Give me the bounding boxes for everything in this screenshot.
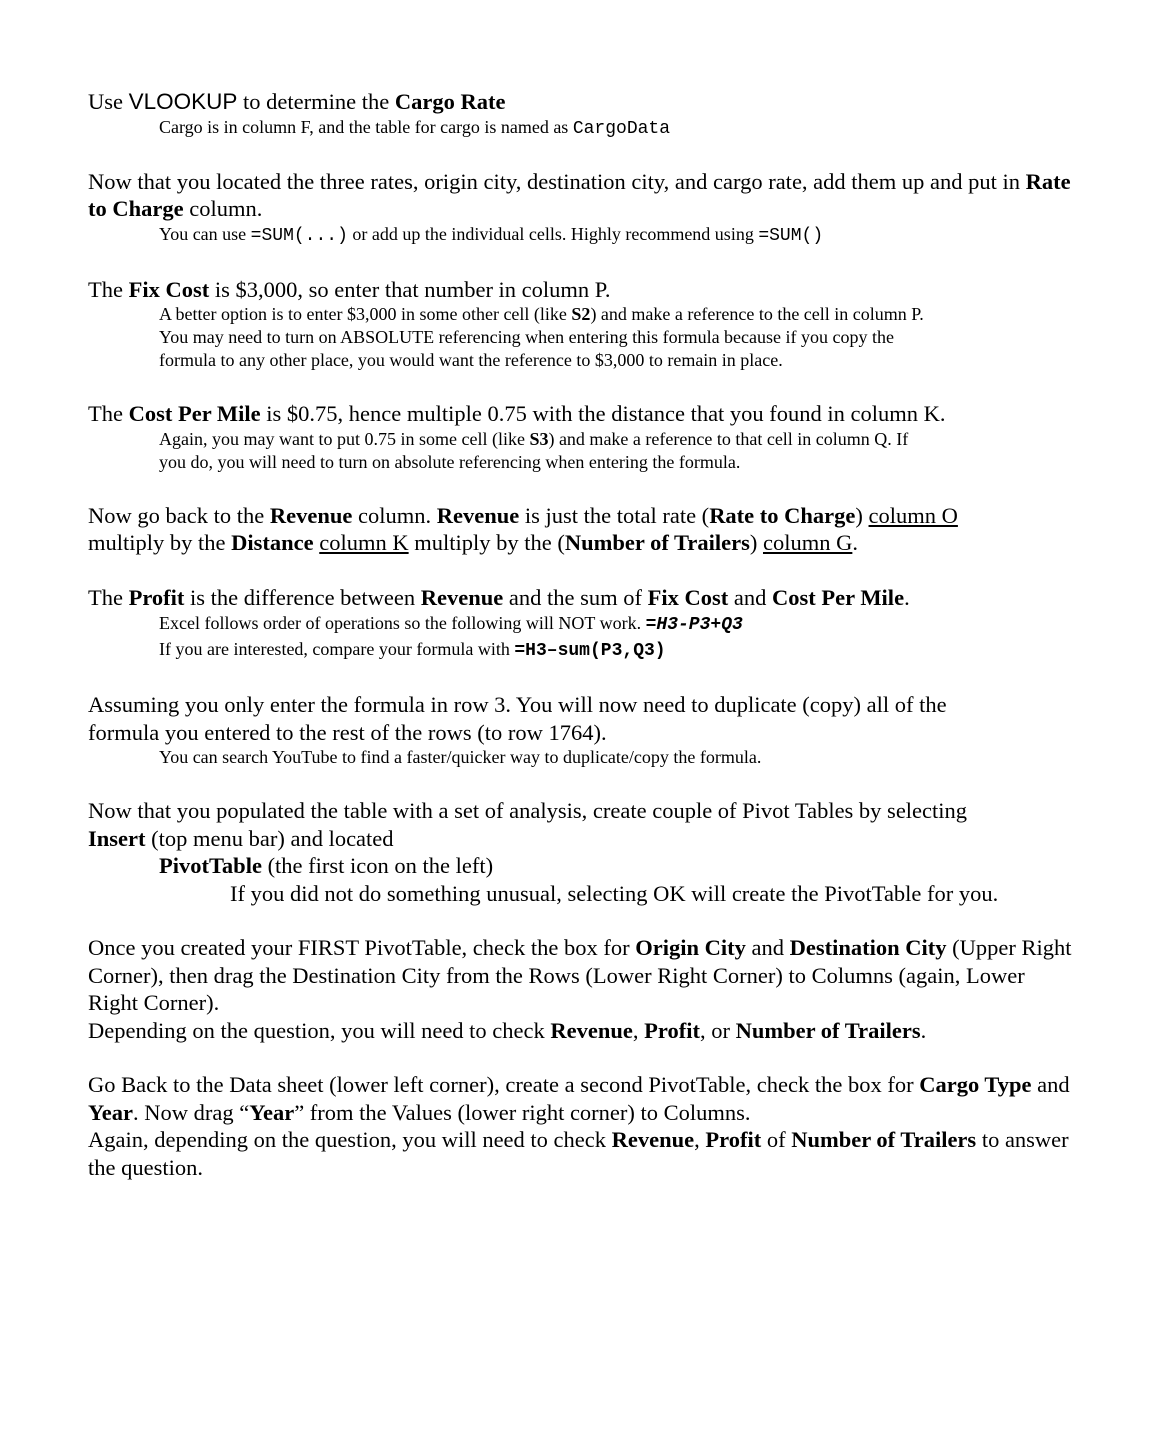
text: (top menu bar) and located bbox=[145, 825, 394, 851]
text: Use bbox=[88, 89, 129, 114]
formula: =SUM(...) bbox=[250, 225, 348, 246]
vlookup-instruction bbox=[88, 88, 1078, 116]
term-pivottable: PivotTable bbox=[159, 853, 262, 878]
cell-ref: S3 bbox=[529, 428, 549, 449]
term-cost-per-mile: Cost Per Mile bbox=[772, 584, 905, 610]
sum-note bbox=[88, 223, 1078, 248]
text: Once you created your FIRST PivotTable, check the box for bbox=[88, 935, 636, 960]
duplicate-note: You can search YouTube to find a faster/quicker way to duplicate/copy the formula. bbox=[159, 747, 762, 767]
duplicate-instruction bbox=[88, 691, 1078, 746]
text: Assuming you only enter the formula in row 3. You will now need to duplicate (copy) all of the bbox=[88, 692, 947, 717]
text: Now that you populated the table with a set of analysis, create couple of Pivot Tables by selecting bbox=[88, 798, 968, 823]
term-rate-to-charge: Rate to Charge bbox=[88, 168, 1071, 221]
document-page bbox=[88, 88, 1078, 1181]
text: is $0.75, hence multiple 0.75 with the distance that you found in column K. bbox=[260, 401, 946, 426]
text: , bbox=[694, 1127, 706, 1152]
term-revenue: Revenue bbox=[550, 1017, 633, 1043]
text: Go Back to the Data sheet (lower left corner), create a second PivotTable, check the box for bbox=[88, 1072, 920, 1097]
profit-instruction bbox=[88, 584, 1078, 612]
pivot-instruction bbox=[88, 797, 1078, 852]
term-number-of-trailers: Number of Trailers bbox=[791, 1127, 977, 1152]
vlookup-note bbox=[88, 116, 1078, 141]
term-number-of-trailers: Number of Trailers bbox=[735, 1017, 921, 1043]
text: and bbox=[728, 584, 773, 610]
text: Cargo is in column F, and the table for cargo is named as bbox=[159, 116, 573, 137]
text: and bbox=[1031, 1072, 1070, 1097]
revenue-instruction bbox=[88, 502, 1078, 557]
term-revenue: Revenue bbox=[436, 502, 520, 528]
column-ref: column O bbox=[868, 502, 958, 528]
text: Now that you located the three rates, origin city, destination city, and cargo rate, add them up and put in bbox=[88, 168, 1026, 194]
term-insert: Insert bbox=[88, 825, 146, 851]
text: Depending on the question, you will need to check bbox=[88, 1017, 551, 1043]
text: to answer the question. bbox=[88, 1127, 1069, 1180]
text: The bbox=[88, 584, 129, 610]
term-year: Year bbox=[249, 1099, 295, 1125]
text: . bbox=[852, 530, 858, 555]
text: (the first icon on the left) bbox=[261, 853, 494, 878]
text: Again, you may want to put 0.75 in some cell (like bbox=[159, 428, 530, 449]
text: Now go back to the bbox=[88, 502, 270, 528]
text: You may need to turn on ABSOLUTE referencing when entering this formula because if you copy the bbox=[159, 327, 894, 347]
term-fix-cost: Fix Cost bbox=[128, 276, 210, 302]
text: column. bbox=[352, 502, 437, 528]
term-origin-city: Origin City bbox=[635, 935, 746, 960]
cost-per-mile-instruction bbox=[88, 400, 1078, 428]
text: If you are interested, compare your formula with bbox=[159, 639, 515, 659]
text: formula you entered to the rest of the rows (to row 1764). bbox=[88, 719, 607, 745]
text: ” from the Values (lower right corner) to Columns. bbox=[294, 1099, 751, 1125]
term-revenue: Revenue bbox=[420, 584, 504, 610]
text: or add up the individual cells. Highly recommend using bbox=[347, 223, 759, 244]
text: ) and make a reference to that cell in column Q. If bbox=[548, 428, 909, 449]
term-number-of-trailers: Number of Trailers bbox=[564, 530, 750, 555]
term-revenue: Revenue bbox=[269, 502, 353, 528]
text: is the difference between bbox=[184, 584, 421, 610]
text: multiply by the bbox=[88, 530, 232, 555]
text: and bbox=[745, 935, 790, 960]
text: and the sum of bbox=[503, 584, 648, 610]
text: . bbox=[920, 1017, 927, 1043]
text: A better option is to enter $3,000 in some other cell (like bbox=[159, 304, 572, 324]
text: . Now drag “ bbox=[132, 1099, 250, 1125]
fix-cost-instruction bbox=[88, 276, 1078, 304]
formula-correct: =H3–sum(P3,Q3) bbox=[514, 641, 666, 661]
text: You can use bbox=[159, 223, 251, 244]
first-pivot-instruction bbox=[88, 934, 1078, 1017]
text: is $3,000, so enter that number in column P. bbox=[209, 276, 611, 302]
text: you do, you will need to turn on absolute referencing when entering the formula. bbox=[159, 451, 741, 472]
column-ref: column G bbox=[762, 530, 853, 555]
text: Again, depending on the question, you will need to check bbox=[88, 1127, 612, 1152]
text: column. bbox=[183, 196, 263, 221]
text: ) bbox=[749, 530, 763, 555]
term-profit: Profit bbox=[644, 1017, 700, 1043]
term-destination-city: Destination City bbox=[789, 935, 947, 960]
term-distance: Distance bbox=[231, 530, 314, 555]
text: ) bbox=[855, 502, 869, 528]
term-fix-cost: Fix Cost bbox=[647, 584, 729, 610]
table-name: CargoData bbox=[572, 118, 671, 139]
text: of bbox=[761, 1127, 792, 1152]
first-pivot-values bbox=[88, 1017, 1078, 1045]
text: multiply by the ( bbox=[408, 530, 565, 555]
term-year: Year bbox=[88, 1099, 133, 1125]
text: , bbox=[632, 1017, 645, 1043]
term-profit: Profit bbox=[128, 584, 185, 610]
formula: =SUM() bbox=[758, 225, 824, 246]
second-pivot-instruction bbox=[88, 1071, 1078, 1126]
term-profit: Profit bbox=[705, 1127, 762, 1152]
function-name: VLOOKUP bbox=[128, 89, 238, 114]
second-pivot-values bbox=[88, 1126, 1078, 1181]
text: The bbox=[88, 401, 129, 426]
text: ) and make a reference to the cell in column P. bbox=[590, 304, 924, 324]
pivot-step bbox=[88, 852, 1078, 880]
profit-note bbox=[88, 611, 1078, 663]
cell-ref: S2 bbox=[571, 304, 591, 324]
fix-cost-note bbox=[88, 303, 1078, 372]
column-ref: column K bbox=[319, 530, 409, 555]
text: formula to any other place, you would want the reference to $3,000 to remain in place. bbox=[159, 350, 783, 370]
rate-to-charge-instruction bbox=[88, 168, 1078, 223]
term-cargo-type: Cargo Type bbox=[919, 1072, 1032, 1097]
term-cargo-rate: Cargo Rate bbox=[394, 89, 506, 114]
term-revenue: Revenue bbox=[611, 1127, 695, 1152]
text: The bbox=[88, 276, 129, 302]
text: is just the total rate ( bbox=[519, 502, 710, 528]
cost-per-mile-note bbox=[88, 428, 1078, 474]
text: . bbox=[904, 584, 910, 610]
term-cost-per-mile: Cost Per Mile bbox=[128, 401, 261, 426]
text: (Upper Right Corner), then drag the Destination City from the Rows (Lower Right Corner) to Columns (again, Lower Right Corner). bbox=[88, 935, 1072, 1015]
text: to determine the bbox=[237, 89, 395, 114]
pivot-substep: If you did not do something unusual, selecting OK will create the PivotTable for you. bbox=[230, 880, 999, 906]
text: Excel follows order of operations so the following will NOT work. bbox=[159, 613, 646, 633]
term-rate-to-charge: Rate to Charge bbox=[709, 502, 856, 528]
text: , or bbox=[699, 1017, 736, 1043]
formula-wrong: =H3-P3+Q3 bbox=[645, 615, 743, 635]
